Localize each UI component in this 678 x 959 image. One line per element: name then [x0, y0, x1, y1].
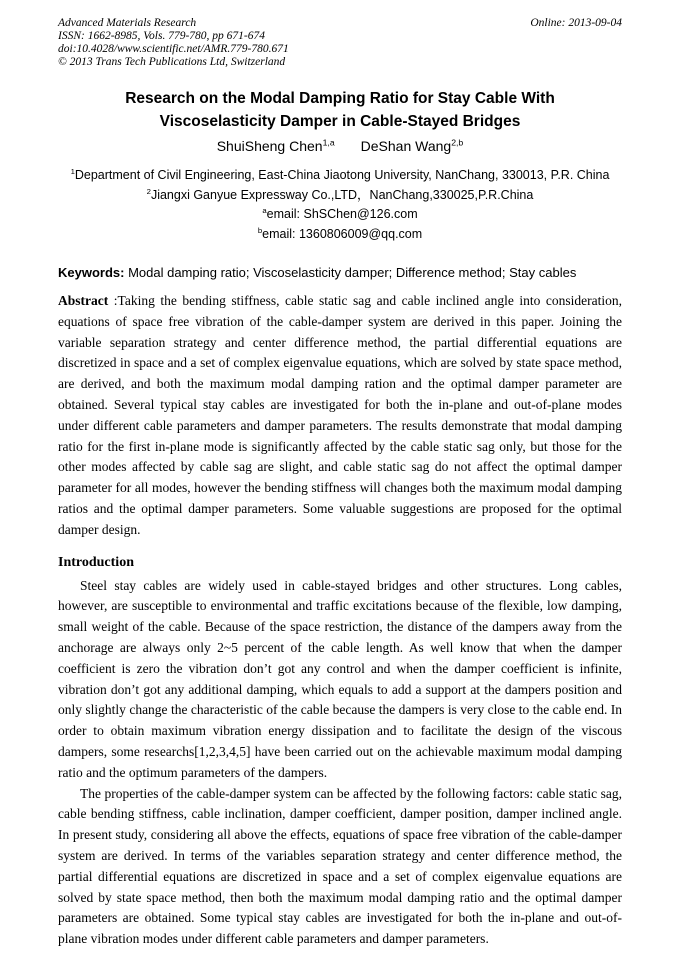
- affiliation-1: [58, 166, 622, 186]
- email-b-text: email: 1360806009@qq.com: [262, 226, 423, 241]
- affiliation-2-text: Jiangxi Ganyue Expressway Co.,LTD，NanChang,330025,P.R.China: [150, 187, 534, 202]
- email-b: [58, 225, 622, 245]
- abstract-text: :Taking the bending stiffness, cable static sag and cable inclined angle into consideration, equations of space free vibration of the cable-damper system are derived in this paper. Joining the variable separation strategy and center difference method, the partial differential equations are discretized in space and a set of complex eigenvalue equations, which are solved by state space method, are derived, and both the maximum modal damping ration and the optimal damper parameter are obtained. Several typical stay cables are investigated for both the in-plane and out-of-plane modes under different cable parameters and damper parameters. The results demonstrate that modal damping ratio for the first in-plane mode is significantly affected by the cable static sag only, but those for the other modes affected by cable sag are slight, and cable static sag do not affect the optimal damper parameter for all modes, however the bending stiffness will changes both the maximum modal damping ratios and the optimal damper parameters. Some valuable suggestions are proposed for the optimal damper design.: [58, 293, 622, 537]
- affiliation-1-superscript: 1: [70, 166, 75, 176]
- publication-header: [58, 17, 622, 69]
- paper-title: [58, 87, 622, 133]
- title-line-1: Research on the Modal Damping Ratio for Stay Cable With: [125, 90, 555, 107]
- email-b-superscript: b: [257, 225, 263, 235]
- keywords-label: Keywords:: [58, 265, 125, 280]
- abstract-paragraph: [58, 291, 622, 541]
- affiliation-2-superscript: 2: [146, 186, 151, 196]
- publication-info: [58, 17, 289, 69]
- online-date: Online: 2013-09-04: [530, 17, 622, 29]
- email-a: [58, 205, 622, 225]
- section-heading-introduction: Introduction: [58, 554, 134, 570]
- author-2: [361, 138, 464, 154]
- affiliations-block: [58, 166, 622, 244]
- issn-line: ISSN: 1662-8985, Vols. 779-780, pp 671-674: [58, 30, 265, 42]
- journal-name: Advanced Materials Research: [58, 17, 197, 29]
- affiliation-1-text: Department of Civil Engineering, East-China Jiaotong University, NanChang, 330013, P.R. China: [74, 168, 610, 182]
- author-2-superscript: 2,b: [451, 137, 464, 148]
- author-1-superscript: 1,a: [322, 137, 335, 148]
- affiliation-2: [58, 186, 622, 206]
- email-a-text: email: ShSChen@126.com: [266, 207, 418, 221]
- author-2-name: DeShan Wang: [360, 138, 452, 154]
- abstract-label: Abstract: [58, 293, 109, 308]
- keywords-text: Modal damping ratio; Viscoselasticity damper; Difference method; Stay cables: [124, 265, 577, 280]
- copyright-line: © 2013 Trans Tech Publications Ltd, Switzerland: [58, 56, 286, 68]
- author-1-name: ShuiSheng Chen: [216, 138, 323, 154]
- email-a-superscript: a: [262, 205, 267, 215]
- intro-paragraph-2: The properties of the cable-damper system can be affected by the following factors: cable static sag, cable bending stiffness, cable inclination, damper coefficient, damper position, damper inclined angle. In present study, considering all above the effects, equations of space free vibration of the cable-damper system are derived. In terms of the variables separation strategy and center difference method, the partial differential equations are discretized in space and a set of complex eigenvalue equations are solved by state space method, then both the maximum modal damping ratio and the optimal damper parameters are obtained. Some typical stay cables are investigated for both the in-plane and out-of-plane vibration modes under different cable parameters and damper parameters.: [58, 785, 622, 947]
- author-1: [217, 138, 335, 154]
- authors-line: [58, 137, 622, 155]
- doi-line: doi:10.4028/www.scientific.net/AMR.779-780.671: [58, 43, 289, 55]
- intro-paragraph-1: Steel stay cables are widely used in cable-stayed bridges and other structures. Long cables, however, are susceptible to environmental and traffic excitations because of the flexible, low damping, small weight of the cable. Because of the space restriction, the distance of the dampers away from the anchorage are always only 2~5 percent of the cable length. As well know that when the damper coefficient is zero the vibration don’t got any control and when the damper coefficient is infinite, vibration don’t got any additional damping, which equals to add a support at the dampers position and only slightly change the characteristic of the cable because the dampers is very close to the cable end. In order to obtain maximum vibration energy dissipation and to facilitate the design of the viscous dampers, some researchs[1,2,3,4,5] have been carried out on the achievable maximum modal damping ratio and the optimum parameters of the dampers.: [58, 577, 622, 780]
- keywords-line: [58, 264, 622, 281]
- title-line-2: Viscoselasticity Damper in Cable-Stayed Bridges: [159, 113, 521, 130]
